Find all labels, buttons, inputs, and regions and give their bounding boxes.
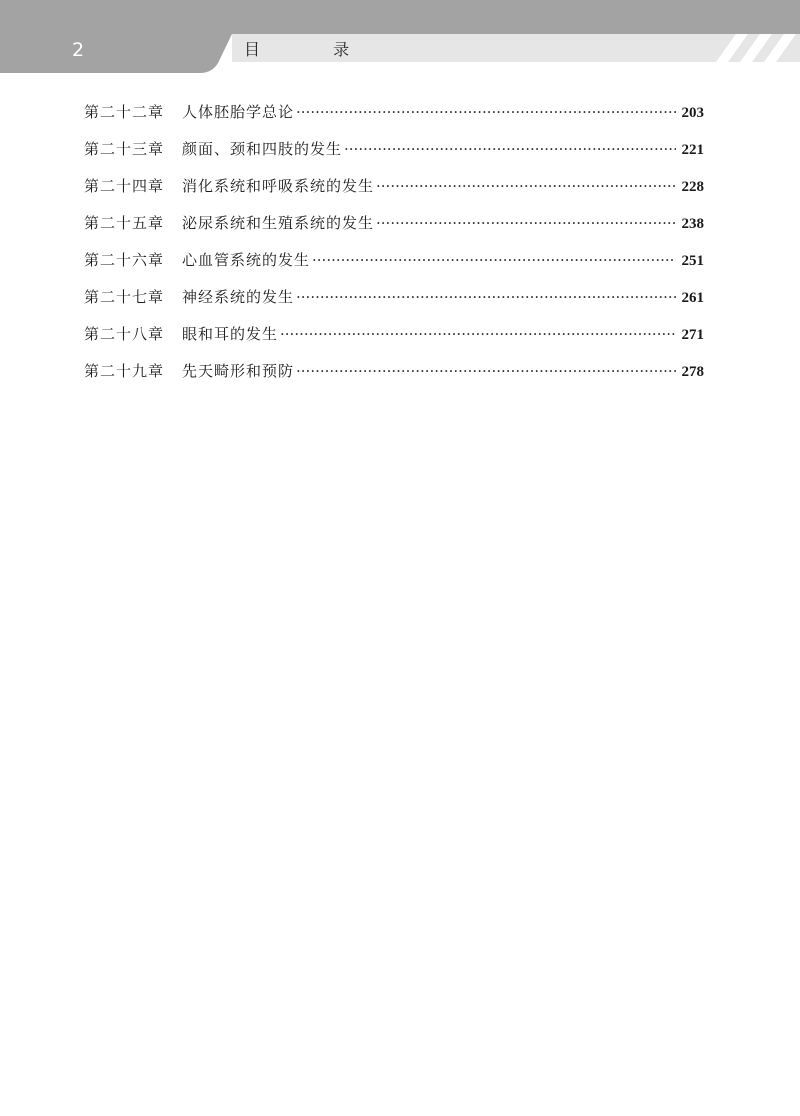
- toc-entry[interactable]: [84, 212, 704, 249]
- leader-dots: [376, 175, 675, 197]
- leader-dots: [280, 323, 675, 345]
- chapter-title: 眼和耳的发生: [182, 325, 279, 343]
- chapter-number: 第二十三章: [84, 140, 165, 158]
- toc-entry[interactable]: [84, 286, 704, 323]
- chapter-number: 第二十六章: [84, 251, 165, 269]
- chapter-number: 第二十二章: [84, 103, 165, 121]
- chapter-number: 第二十四章: [84, 177, 165, 195]
- chapter-title: 颜面、颈和四肢的发生: [182, 140, 343, 158]
- section-title: 目 录: [244, 40, 384, 59]
- page-ref: 228: [681, 179, 704, 195]
- leader-dots: [312, 249, 675, 271]
- leader-dots: [296, 101, 675, 123]
- toc-entry[interactable]: [84, 323, 704, 360]
- chapter-number: 第二十五章: [84, 214, 165, 232]
- chapter-title: 先天畸形和预防: [182, 362, 295, 380]
- header-banner: [0, 0, 800, 80]
- toc-entry[interactable]: [84, 138, 704, 175]
- page-number: 2: [72, 39, 85, 61]
- toc-entry[interactable]: [84, 360, 704, 397]
- chapter-number: 第二十九章: [84, 362, 165, 380]
- page-header: [0, 0, 800, 80]
- chapter-title: 神经系统的发生: [182, 288, 295, 306]
- table-of-contents: [84, 101, 704, 397]
- toc-entry[interactable]: [84, 175, 704, 212]
- leader-dots: [296, 286, 675, 308]
- chapter-number: 第二十八章: [84, 325, 165, 343]
- chapter-title: 心血管系统的发生: [182, 251, 311, 269]
- page-ref: 221: [681, 142, 704, 158]
- page-ref: 203: [681, 105, 704, 121]
- page-ref: 261: [681, 290, 704, 306]
- page-ref: 278: [681, 364, 704, 380]
- chapter-title: 人体胚胎学总论: [182, 103, 295, 121]
- page-ref: 271: [681, 327, 704, 343]
- chapter-title: 消化系统和呼吸系统的发生: [182, 177, 375, 195]
- toc-entry[interactable]: [84, 101, 704, 138]
- leader-dots: [344, 138, 675, 160]
- chapter-title: 泌尿系统和生殖系统的发生: [182, 214, 375, 232]
- page-ref: 251: [681, 253, 704, 269]
- leader-dots: [376, 212, 675, 234]
- chapter-number: 第二十七章: [84, 288, 165, 306]
- page-ref: 238: [681, 216, 704, 232]
- toc-entry[interactable]: [84, 249, 704, 286]
- leader-dots: [296, 360, 675, 382]
